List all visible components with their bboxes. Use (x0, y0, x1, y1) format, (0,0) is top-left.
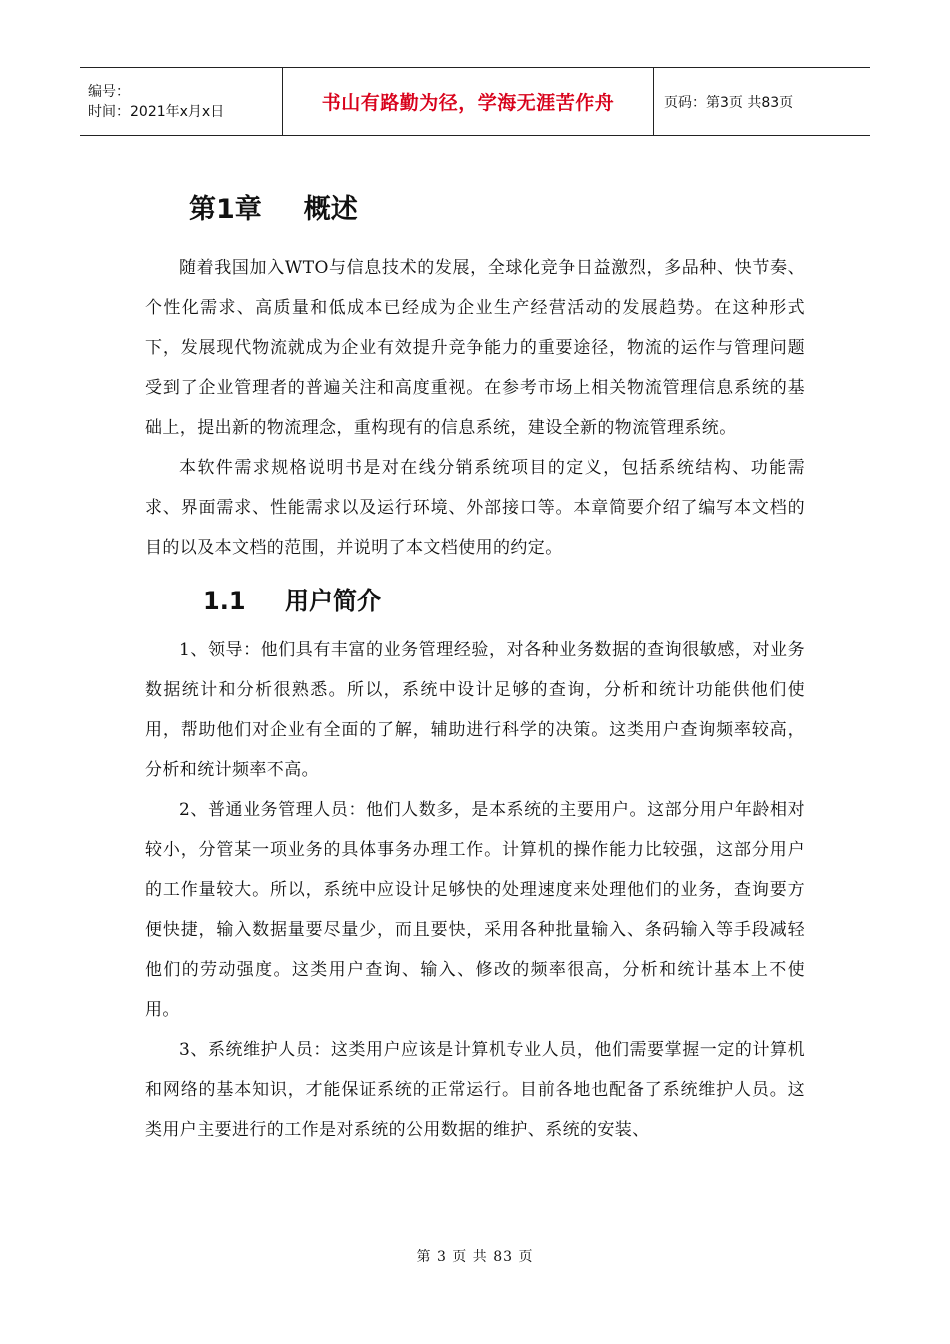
paragraph: 随着我国加入WTO与信息技术的发展，全球化竞争日益激烈，多品种、快节奏、个性化需求、高质量和低成本已经成为企业生产经营活动的发展趋势。在这种形式下，发展现代物流就成为企业有效提升竞争能力的重要途径，物流的运作与管理问题受到了企业管理者的普遍关注和高度重视。在参考市场上相关物流管理信息系统的基础上，提出新的物流理念，重构现有的信息系统，建设全新的物流管理系统。 (145, 258, 805, 438)
chapter-title: 概述 (303, 194, 358, 225)
section-heading (203, 572, 805, 630)
header-meta (80, 68, 282, 135)
header-page-info: 页码：第3页 共83页 (664, 94, 794, 111)
chapter-heading (189, 188, 805, 232)
section-title: 用户简介 (285, 587, 381, 615)
paragraph: 3、系统维护人员：这类用户应该是计算机专业人员，他们需要掌握一定的计算机和网络的基本知识，才能保证系统的正常运行。目前各地也配备了系统维护人员。这类用户主要进行的工作是对系统的公用数据的维护、系统的安装、 (145, 1040, 805, 1140)
page-footer: 第 3 页 共 83 页 (416, 1249, 534, 1265)
document-header (80, 67, 870, 136)
chapter-number: 第1章 (189, 194, 262, 225)
paragraph: 本软件需求规格说明书是对在线分销系统项目的定义，包括系统结构、功能需求、界面需求、性能需求以及运行环境、外部接口等。本章简要介绍了编写本文档的目的以及本文档的范围，并说明了本文档使用的约定。 (145, 458, 805, 558)
header-number-label: 编号： (88, 83, 130, 100)
header-time-label: 时间：2021年x月x日 (88, 103, 225, 120)
document-body (145, 188, 805, 1150)
paragraph: 2、普通业务管理人员：他们人数多，是本系统的主要用户。这部分用户年龄相对较小，分管某一项业务的具体事务办理工作。计算机的操作能力比较强，这部分用户的工作量较大。所以，系统中应设计足够快的处理速度来处理他们的业务，查询要方便快捷，输入数据量要尽量少，而且要快，采用各种批量输入、条码输入等手段减轻他们的劳动强度。这类用户查询、输入、修改的频率很高，分析和统计基本上不使用。 (145, 800, 805, 1020)
paragraph: 1、领导：他们具有丰富的业务管理经验，对各种业务数据的查询很敏感，对业务数据统计和分析很熟悉。所以，系统中设计足够的查询，分析和统计功能供他们使用，帮助他们对企业有全面的了解，辅助进行科学的决策。这类用户查询频率较高，分析和统计频率不高。 (145, 640, 805, 780)
section-number: 1.1 (203, 587, 246, 615)
header-motto: 书山有路勤为径，学海无涯苦作舟 (282, 68, 654, 135)
